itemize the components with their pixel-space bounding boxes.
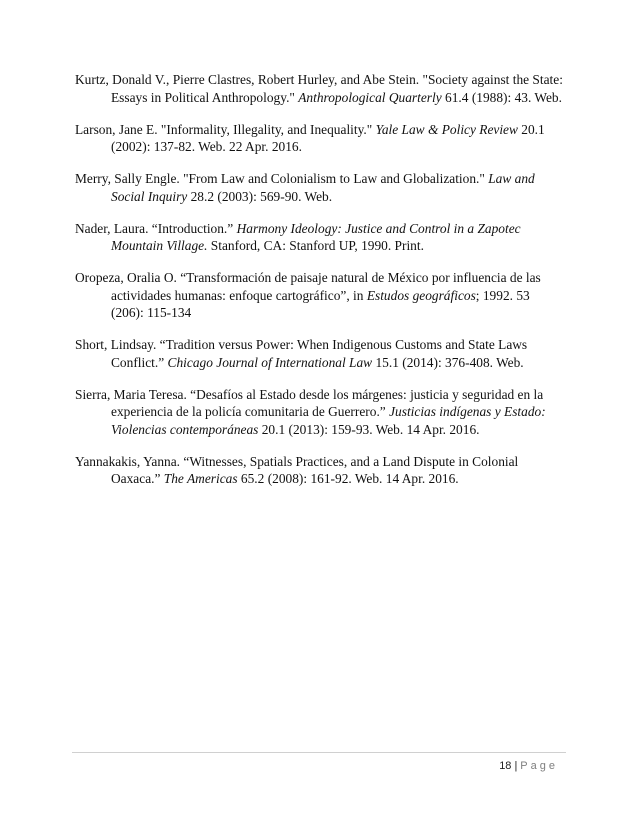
entry-details: 15.1 (2014): 376-408. Web. — [372, 354, 524, 370]
page-label: Page — [520, 760, 558, 772]
entry-details: ; 1992. 53 (206): 115-134 — [111, 287, 530, 320]
entry-source-title: Chicago Journal of International Law — [167, 354, 373, 370]
entry-text: Sierra, Maria Teresa. “Desafíos al Estado desde los márgenes: justicia y seguridad en la experiencia de la policía comunitaria de Guerrero.” — [75, 386, 544, 419]
entry-source-title: The Americas — [163, 471, 238, 486]
entry-source-title: Anthropological Quarterly — [298, 89, 442, 105]
entry-details: Stanford, CA: Stanford UP, 1990. Print. — [207, 238, 424, 253]
entry-text: Yannakakis, Yanna. “Witnesses, Spatials Practices, and a Land Dispute in Colonial Oaxaca.” — [75, 453, 519, 486]
bibliography-entry — [75, 269, 565, 322]
entry-text: Short, Lindsay. “Tradition versus Power: When Indigenous Customs and State Laws Conflict.” — [75, 337, 528, 370]
entry-details: 28.2 (2003): 569-90. Web. — [187, 188, 333, 204]
entry-source-title: Yale Law & Policy Review — [375, 121, 518, 137]
entry-details: 20.1 (2013): 159-93. Web. 14 Apr. 2016. — [258, 421, 480, 437]
entry-text: Nader, Laura. “Introduction.” — [75, 220, 237, 236]
page-number: 18 — [499, 760, 512, 772]
page-footer — [499, 760, 558, 772]
entry-text: Larson, Jane E. "Informality, Illegality, and Inequality." — [75, 121, 376, 137]
entry-source-title: Justicias indígenas y Estado: Violencias contemporáneas — [111, 404, 546, 437]
bibliography-entry — [75, 453, 565, 488]
entry-details: 61.4 (1988): 43. Web. — [441, 89, 562, 105]
bibliography-entry — [75, 71, 565, 106]
entry-source-title: Harmony Ideology: Justice and Control in a Zapotec Mountain Village. — [111, 220, 521, 253]
entry-text: Oropeza, Oralia O. “Transformación de paisaje natural de México por influencia de las actividades humanas: enfoque cartográfico”, in — [75, 270, 541, 303]
entry-source-title: Estudos geográficos — [366, 287, 476, 303]
footer-separator: | — [514, 760, 518, 772]
bibliography — [75, 71, 565, 502]
entry-text: Merry, Sally Engle. "From Law and Colonialism to Law and Globalization." — [75, 171, 489, 186]
footer-divider — [72, 752, 566, 753]
bibliography-entry — [75, 336, 565, 371]
entry-details: 65.2 (2008): 161-92. Web. 14 Apr. 2016. — [237, 471, 459, 486]
bibliography-entry — [75, 121, 565, 156]
entry-source-title: Law and Social Inquiry — [111, 171, 535, 204]
entry-details: 20.1 (2002): 137-82. Web. 22 Apr. 2016. — [111, 121, 545, 154]
entry-text: Kurtz, Donald V., Pierre Clastres, Robert Hurley, and Abe Stein. "Society against the State: Essays in Political Anthropology." — [75, 72, 563, 105]
bibliography-entry — [75, 220, 565, 255]
bibliography-entry — [75, 386, 565, 439]
bibliography-entry — [75, 170, 565, 205]
